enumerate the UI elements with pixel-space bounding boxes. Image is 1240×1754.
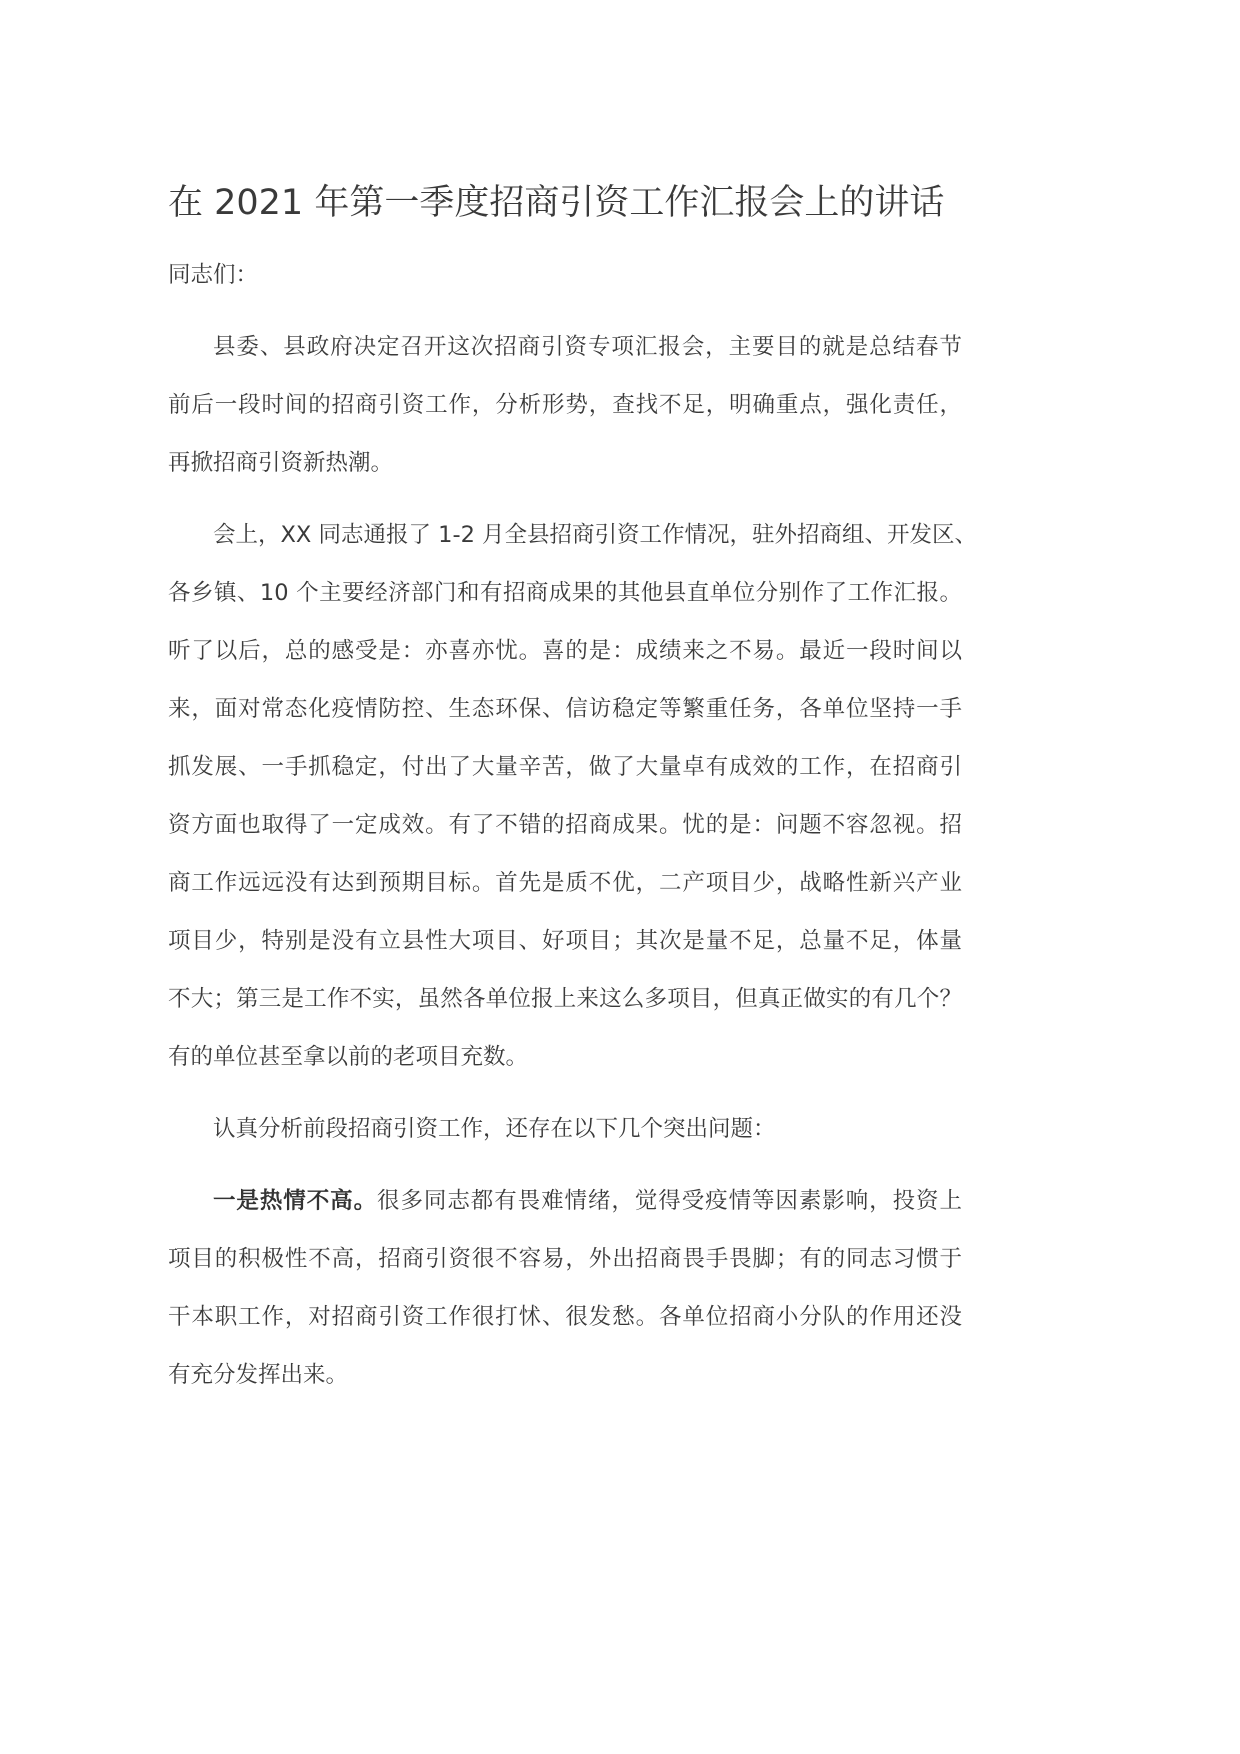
bold-lead: 一是热情不高。: [213, 1188, 378, 1214]
line-text: 资方面也取得了一定成效。有了不错的招商成果。忧的是：问题不容忽视。招: [168, 812, 962, 838]
text-line: [168, 1230, 962, 1288]
text-line: [168, 970, 962, 1028]
line-text: 再掀招商引资新热潮。: [168, 450, 394, 476]
line-text: 干本职工作，对招商引资工作很打怵、很发愁。各单位招商小分队的作用还没: [168, 1304, 962, 1330]
document-title: 在 2021 年第一季度招商引资工作汇报会上的讲话: [168, 183, 945, 223]
text-line: [168, 854, 962, 912]
text-line: [168, 318, 962, 376]
text-line: [168, 1346, 962, 1404]
line-text: 县委、县政府决定召开这次招商引资专项汇报会，主要目的就是总结春节: [213, 334, 962, 360]
text-line: [168, 1028, 962, 1086]
salutation-paragraph: [168, 246, 962, 304]
body-paragraph: [168, 318, 962, 492]
text-line: [168, 622, 962, 680]
line-text: 会上，XX 同志通报了 1-2 月全县招商引资工作情况，驻外招商组、开发区、: [213, 522, 978, 548]
line-text: 项目的积极性不高，招商引资很不容易，外出招商畏手畏脚；有的同志习惯于: [168, 1246, 962, 1272]
body-paragraph: [168, 506, 978, 1086]
line-text: 很多同志都有畏难情绪，觉得受疫情等因素影响，投资上: [377, 1188, 962, 1214]
text-line: [168, 1172, 962, 1230]
line-text: 项目少，特别是没有立县性大项目、好项目；其次是量不足，总量不足，体量: [168, 928, 962, 954]
text-line: [168, 738, 962, 796]
body-paragraph: [168, 1172, 962, 1404]
line-text: 各乡镇、10 个主要经济部门和有招商成果的其他县直单位分别作了工作汇报。: [168, 580, 962, 606]
text-line: [168, 912, 962, 970]
text-line: [168, 434, 962, 492]
line-text: 前后一段时间的招商引资工作，分析形势，查找不足，明确重点，强化责任，: [168, 392, 962, 418]
salutation: 同志们：: [168, 262, 259, 288]
document-page: [168, 174, 978, 1404]
line-text: 商工作远远没有达到预期目标。首先是质不优，二产项目少，战略性新兴产业: [168, 870, 962, 896]
text-line: [168, 1288, 962, 1346]
text-line: [168, 376, 962, 434]
line-text: 有充分发挥出来。: [168, 1362, 349, 1388]
text-line: [168, 1100, 962, 1158]
text-line: [168, 564, 962, 622]
text-line: [168, 796, 962, 854]
text-line: [168, 680, 962, 738]
line-text: 抓发展、一手抓稳定，付出了大量辛苦，做了大量卓有成效的工作，在招商引: [168, 754, 962, 780]
line-text: 有的单位甚至拿以前的老项目充数。: [168, 1044, 529, 1070]
line-text: 听了以后，总的感受是：亦喜亦忧。喜的是：成绩来之不易。最近一段时间以: [168, 638, 962, 664]
line-text: 来，面对常态化疫情防控、生态环保、信访稳定等繁重任务，各单位坚持一手: [168, 696, 962, 722]
line-text: 认真分析前段招商引资工作，还存在以下几个突出问题：: [213, 1116, 776, 1142]
line-text: 不大；第三是工作不实，虽然各单位报上来这么多项目，但真正做实的有几个？: [168, 986, 962, 1012]
text-line: [168, 506, 978, 564]
body-paragraph: [168, 1100, 962, 1158]
